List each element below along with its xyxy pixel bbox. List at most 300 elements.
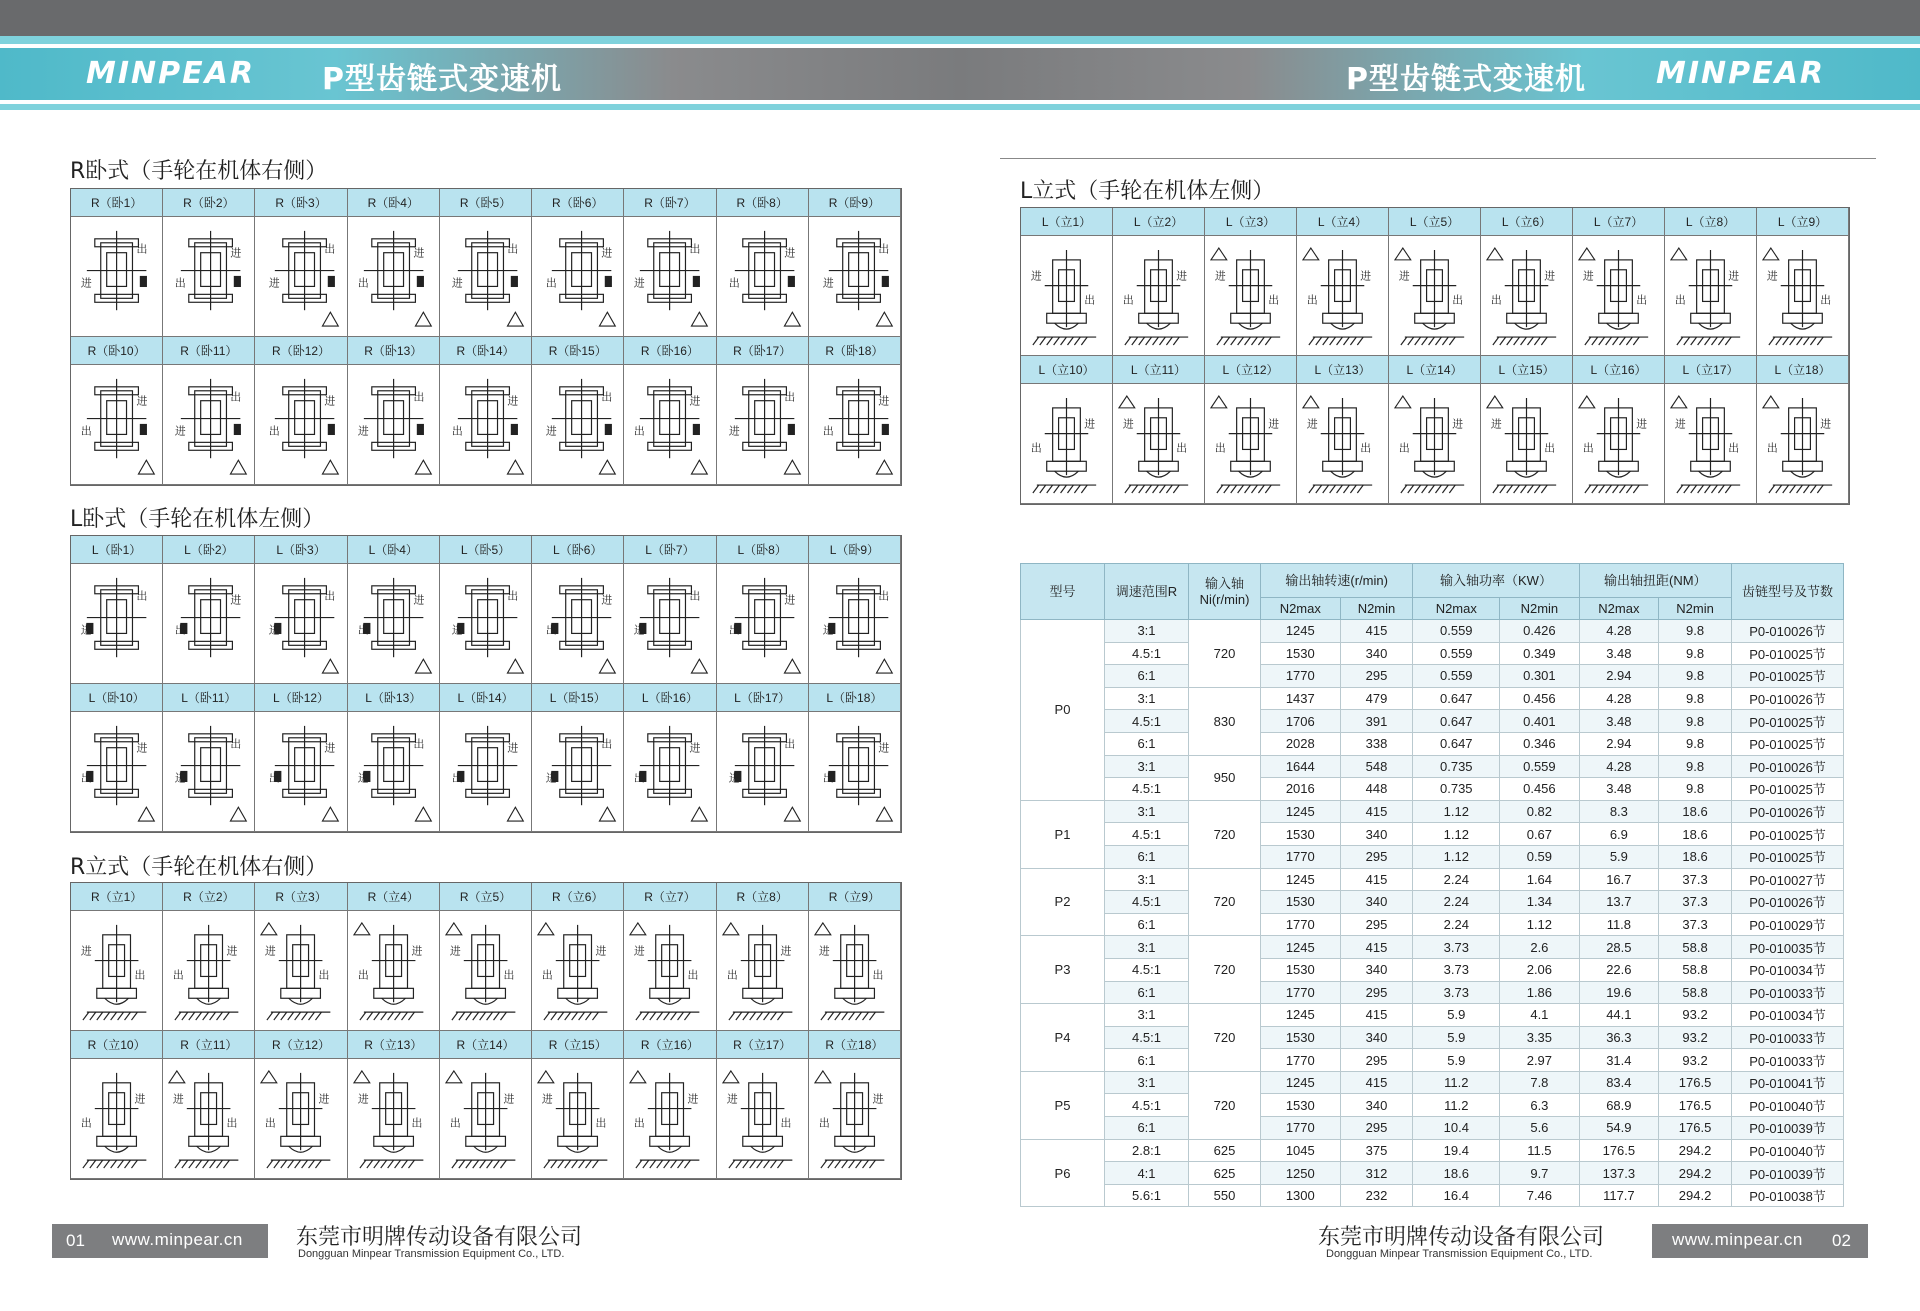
model-cell: P1: [1021, 800, 1105, 868]
input-shaft-label: 进: [269, 276, 281, 290]
gearbox-diagram-icon: [163, 712, 254, 831]
warning-triangle-icon: [1395, 248, 1411, 260]
mounting-position-diagram: [1389, 384, 1481, 504]
mounting-position-label: R（立16）: [624, 1031, 716, 1059]
output-shaft-label: 出: [503, 968, 515, 982]
ratio-cell: 4.5:1: [1105, 642, 1189, 665]
warning-triangle-icon: [600, 659, 616, 673]
input-shaft-label: 进: [507, 394, 519, 408]
speed-min-cell: 415: [1340, 868, 1413, 891]
mounting-position-label: L（立13）: [1297, 356, 1389, 384]
gearbox-diagram-icon: [1113, 236, 1204, 355]
mounting-position-label: L（卧18）: [809, 684, 901, 712]
mounting-position-diagram: [71, 365, 163, 485]
input-shaft-label: 进: [822, 623, 834, 637]
speed-max-cell: 1644: [1261, 755, 1341, 778]
speed-min-cell: 340: [1340, 1094, 1413, 1117]
output-shaft-label: 出: [324, 242, 336, 256]
power-min-cell: 4.1: [1500, 1004, 1579, 1027]
torque-max-cell: 6.9: [1579, 823, 1659, 846]
input-shaft-label: 进: [1636, 417, 1648, 431]
mounting-position-diagram: [809, 712, 901, 832]
output-shaft-label: 出: [595, 1116, 607, 1130]
col-header-model: 型号: [1021, 564, 1105, 620]
warning-triangle-icon: [1579, 396, 1595, 408]
gearbox-diagram-icon: [1021, 384, 1112, 503]
chain-cell: P0-010035节: [1732, 936, 1844, 959]
power-max-cell: 5.9: [1413, 1049, 1500, 1072]
warning-triangle-icon: [169, 1071, 185, 1083]
warning-triangle-icon: [1671, 396, 1687, 408]
torque-max-cell: 36.3: [1579, 1026, 1659, 1049]
mounting-grid-r-horizontal: [70, 188, 902, 486]
power-min-cell: 3.35: [1500, 1026, 1579, 1049]
col-header-output-torque: 输出轴扭距(NM）: [1579, 564, 1731, 598]
torque-min-cell: 58.8: [1659, 958, 1732, 981]
mounting-position-label: L（立18）: [1757, 356, 1849, 384]
mounting-grid-l-vertical: [1020, 207, 1850, 505]
input-speed-cell: 720: [1189, 620, 1261, 688]
page-number-left: 01: [66, 1231, 85, 1250]
ratio-cell: 6:1: [1105, 981, 1189, 1004]
gearbox-diagram-icon: [624, 217, 715, 336]
gearbox-diagram-icon: [532, 712, 623, 831]
gearbox-diagram-icon: [624, 911, 715, 1030]
chain-cell: P0-010029节: [1732, 913, 1844, 936]
chain-cell: P0-010026节: [1732, 620, 1844, 643]
mounting-position-label: L（立7）: [1573, 208, 1665, 236]
gearbox-diagram-icon: [717, 712, 808, 831]
input-shaft-label: 进: [1674, 417, 1686, 431]
torque-max-cell: 3.48: [1579, 642, 1659, 665]
input-shaft-label: 进: [687, 1092, 699, 1106]
ratio-cell: 4.5:1: [1105, 1026, 1189, 1049]
torque-max-cell: 68.9: [1579, 1094, 1659, 1117]
table-row: [1021, 913, 1844, 936]
input-shaft-label: 进: [1084, 417, 1096, 431]
warning-triangle-icon: [231, 807, 247, 821]
input-shaft-label: 进: [411, 944, 423, 958]
mounting-position-label: R（立6）: [532, 883, 624, 911]
ratio-cell: 3:1: [1105, 800, 1189, 823]
mounting-position-diagram: [71, 911, 163, 1031]
power-min-cell: 0.401: [1500, 710, 1579, 733]
torque-max-cell: 2.94: [1579, 732, 1659, 755]
power-max-cell: 0.559: [1413, 642, 1500, 665]
warning-triangle-icon: [876, 659, 892, 673]
output-shaft-label: 出: [1122, 293, 1134, 307]
mounting-position-diagram: [1573, 236, 1665, 356]
mounting-position-diagram: [1389, 236, 1481, 356]
mounting-position-label: L（立10）: [1021, 356, 1113, 384]
brand-logo-left: MINPEAR: [86, 56, 255, 91]
mounting-position-diagram: [440, 217, 532, 337]
warning-triangle-icon: [692, 460, 708, 474]
warning-triangle-icon: [784, 807, 800, 821]
warning-triangle-icon: [507, 807, 523, 821]
chain-cell: P0-010034节: [1732, 1004, 1844, 1027]
gearbox-diagram-icon: [255, 365, 346, 484]
warning-triangle-icon: [600, 807, 616, 821]
gearbox-diagram-icon: [163, 564, 254, 683]
ratio-cell: 6:1: [1105, 913, 1189, 936]
input-shaft-label: 进: [545, 424, 557, 438]
gearbox-diagram-icon: [1573, 384, 1664, 503]
table-row: [1021, 891, 1844, 914]
mounting-position-label: L（卧15）: [532, 684, 624, 712]
torque-min-cell: 294.2: [1659, 1184, 1732, 1207]
mounting-position-label: L（卧1）: [71, 536, 163, 564]
header-top-band: [0, 0, 1920, 36]
gearbox-diagram-icon: [1389, 384, 1480, 503]
table-row: [1021, 778, 1844, 801]
warning-triangle-icon: [354, 1071, 370, 1083]
table-row: [1021, 1184, 1844, 1207]
mounting-position-label: R（卧16）: [624, 337, 716, 365]
mounting-position-label: L（立15）: [1481, 356, 1573, 384]
ratio-cell: 6:1: [1105, 665, 1189, 688]
warning-triangle-icon: [415, 807, 431, 821]
table-row: [1021, 958, 1844, 981]
table-row: [1021, 823, 1844, 846]
speed-min-cell: 415: [1340, 1004, 1413, 1027]
mounting-position-diagram: [624, 217, 716, 337]
chain-cell: P0-010039节: [1732, 1117, 1844, 1140]
torque-min-cell: 18.6: [1659, 823, 1732, 846]
gearbox-diagram-icon: [1481, 384, 1572, 503]
mounting-position-diagram: [1205, 384, 1297, 504]
output-shaft-label: 出: [324, 589, 336, 603]
input-shaft-label: 进: [80, 276, 92, 290]
gearbox-diagram-icon: [440, 564, 531, 683]
torque-min-cell: 9.8: [1659, 710, 1732, 733]
mounting-position-label: R（卧18）: [809, 337, 901, 365]
warning-triangle-icon: [630, 1071, 646, 1083]
col-header-speed-max: N2max: [1261, 598, 1341, 620]
torque-min-cell: 9.8: [1659, 778, 1732, 801]
output-shaft-label: 出: [872, 968, 884, 982]
output-shaft-label: 出: [411, 1116, 423, 1130]
torque-max-cell: 44.1: [1579, 1004, 1659, 1027]
output-shaft-label: 出: [269, 424, 281, 438]
col-header-torque-min: N2min: [1659, 598, 1732, 620]
warning-triangle-icon: [446, 923, 462, 935]
warning-triangle-icon: [1211, 396, 1227, 408]
speed-min-cell: 479: [1340, 687, 1413, 710]
speed-max-cell: 1530: [1261, 1026, 1341, 1049]
gearbox-diagram-icon: [71, 564, 162, 683]
torque-min-cell: 9.8: [1659, 620, 1732, 643]
mounting-position-diagram: [624, 911, 716, 1031]
mounting-position-diagram: [532, 911, 624, 1031]
mounting-position-diagram: [1757, 236, 1849, 356]
chain-cell: P0-010026节: [1732, 755, 1844, 778]
input-shaft-label: 进: [634, 276, 646, 290]
power-max-cell: 5.9: [1413, 1004, 1500, 1027]
model-cell: P4: [1021, 1004, 1105, 1072]
table-row: [1021, 800, 1844, 823]
mounting-position-diagram: [532, 1059, 624, 1179]
mounting-position-label: L（立9）: [1757, 208, 1849, 236]
warning-triangle-icon: [876, 807, 892, 821]
power-min-cell: 0.426: [1500, 620, 1579, 643]
input-shaft-label: 进: [783, 246, 795, 260]
chain-cell: P0-010033节: [1732, 1049, 1844, 1072]
col-header-input-power: 输入轴功率（KW）: [1413, 564, 1579, 598]
input-speed-cell: 720: [1189, 868, 1261, 936]
mounting-position-diagram: [348, 911, 440, 1031]
mounting-position-diagram: [255, 365, 347, 485]
mounting-position-diagram: [809, 365, 901, 485]
table-row: [1021, 732, 1844, 755]
mounting-position-diagram: [440, 365, 532, 485]
torque-max-cell: 8.3: [1579, 800, 1659, 823]
torque-max-cell: 2.94: [1579, 665, 1659, 688]
mounting-position-diagram: [809, 911, 901, 1031]
output-shaft-label: 出: [80, 771, 92, 785]
speed-max-cell: 1245: [1261, 868, 1341, 891]
power-min-cell: 7.8: [1500, 1071, 1579, 1094]
gearbox-diagram-icon: [624, 365, 715, 484]
website-link-right[interactable]: www.minpear.cn: [1672, 1230, 1803, 1249]
gearbox-diagram-icon: [532, 1059, 623, 1178]
speed-min-cell: 295: [1340, 1117, 1413, 1140]
warning-triangle-icon: [323, 659, 339, 673]
mounting-position-diagram: [624, 365, 716, 485]
mounting-position-label: R（立14）: [440, 1031, 532, 1059]
warning-triangle-icon: [600, 312, 616, 326]
mounting-position-diagram: [440, 712, 532, 832]
ratio-cell: 3:1: [1105, 755, 1189, 778]
output-shaft-label: 出: [783, 390, 795, 404]
footer-bar-right: [1652, 1224, 1868, 1258]
chain-cell: P0-010026节: [1732, 800, 1844, 823]
gearbox-diagram-icon: [71, 217, 162, 336]
speed-min-cell: 415: [1340, 800, 1413, 823]
chain-cell: P0-010025节: [1732, 845, 1844, 868]
company-name-cn-left: 东莞市明牌传动设备有限公司: [296, 1225, 583, 1250]
mounting-position-diagram: [348, 564, 440, 684]
input-shaft-label: 进: [230, 246, 242, 260]
website-link-left[interactable]: www.minpear.cn: [112, 1230, 243, 1249]
mounting-position-label: L（立16）: [1573, 356, 1665, 384]
power-max-cell: 3.73: [1413, 981, 1500, 1004]
speed-max-cell: 1250: [1261, 1162, 1341, 1185]
section-title-r-vertical: R立式（手轮在机体右侧）: [70, 855, 328, 880]
mounting-position-label: R（立3）: [255, 883, 347, 911]
gearbox-diagram-icon: [255, 911, 346, 1030]
chain-cell: P0-010039节: [1732, 1162, 1844, 1185]
power-max-cell: 0.647: [1413, 687, 1500, 710]
table-row: [1021, 710, 1844, 733]
mounting-position-diagram: [717, 564, 809, 684]
model-cell: P3: [1021, 936, 1105, 1004]
speed-max-cell: 1770: [1261, 913, 1341, 936]
output-shaft-label: 出: [1636, 293, 1648, 307]
gearbox-diagram-icon: [1481, 236, 1572, 355]
torque-min-cell: 37.3: [1659, 891, 1732, 914]
chain-cell: P0-010033节: [1732, 1026, 1844, 1049]
mounting-position-label: L（立6）: [1481, 208, 1573, 236]
speed-min-cell: 312: [1340, 1162, 1413, 1185]
warning-triangle-icon: [415, 659, 431, 673]
gearbox-diagram-icon: [348, 911, 439, 1030]
gearbox-diagram-icon: [809, 365, 900, 484]
mounting-position-diagram: [717, 712, 809, 832]
warning-triangle-icon: [1579, 248, 1595, 260]
mounting-position-label: L（卧10）: [71, 684, 163, 712]
torque-max-cell: 176.5: [1579, 1139, 1659, 1162]
input-shaft-label: 进: [413, 593, 425, 607]
brand-logo-right: MINPEAR: [1656, 56, 1825, 91]
output-shaft-label: 出: [1306, 293, 1318, 307]
mounting-position-label: R（立7）: [624, 883, 716, 911]
input-shaft-label: 进: [1176, 269, 1188, 283]
mounting-position-label: L（卧14）: [440, 684, 532, 712]
warning-triangle-icon: [815, 1071, 831, 1083]
ratio-cell: 6:1: [1105, 732, 1189, 755]
gearbox-diagram-icon: [1113, 384, 1204, 503]
speed-max-cell: 1770: [1261, 1117, 1341, 1140]
mounting-position-diagram: [440, 911, 532, 1031]
gearbox-diagram-icon: [717, 911, 808, 1030]
mounting-position-label: R（立5）: [440, 883, 532, 911]
header-accent-stripe: [0, 36, 1920, 44]
col-header-power-min: N2min: [1500, 598, 1579, 620]
mounting-position-label: R（立10）: [71, 1031, 163, 1059]
output-shaft-label: 出: [175, 623, 187, 637]
warning-triangle-icon: [784, 659, 800, 673]
warning-triangle-icon: [815, 923, 831, 935]
input-shaft-label: 进: [726, 1092, 738, 1106]
input-shaft-label: 进: [1398, 269, 1410, 283]
gearbox-diagram-icon: [440, 911, 531, 1030]
mounting-position-label: R（卧11）: [163, 337, 255, 365]
model-cell: P2: [1021, 868, 1105, 936]
power-min-cell: 0.67: [1500, 823, 1579, 846]
input-shaft-label: 进: [451, 276, 463, 290]
warning-triangle-icon: [415, 460, 431, 474]
output-shaft-label: 出: [878, 242, 890, 256]
mounting-position-label: R（立18）: [809, 1031, 901, 1059]
chain-cell: P0-010025节: [1732, 642, 1844, 665]
mounting-position-label: R（立8）: [717, 883, 809, 911]
power-max-cell: 1.12: [1413, 845, 1500, 868]
torque-min-cell: 37.3: [1659, 913, 1732, 936]
warning-triangle-icon: [1487, 248, 1503, 260]
input-shaft-label: 进: [507, 741, 519, 755]
speed-max-cell: 1530: [1261, 958, 1341, 981]
chain-cell: P0-010025节: [1732, 732, 1844, 755]
torque-max-cell: 16.7: [1579, 868, 1659, 891]
torque-min-cell: 9.8: [1659, 687, 1732, 710]
power-max-cell: 3.73: [1413, 958, 1500, 981]
input-speed-cell: 720: [1189, 936, 1261, 1004]
input-shaft-label: 进: [449, 944, 461, 958]
mounting-position-label: L（立2）: [1113, 208, 1205, 236]
table-row: [1021, 665, 1844, 688]
mounting-position-label: L（卧9）: [809, 536, 901, 564]
output-shaft-label: 出: [1268, 293, 1280, 307]
input-shaft-label: 进: [601, 246, 613, 260]
output-shaft-label: 出: [1214, 441, 1226, 455]
mounting-position-label: L（卧2）: [163, 536, 255, 564]
table-row: [1021, 755, 1844, 778]
power-min-cell: 5.6: [1500, 1117, 1579, 1140]
speed-max-cell: 1530: [1261, 642, 1341, 665]
mounting-position-diagram: [1297, 236, 1389, 356]
mounting-position-label: L（立8）: [1665, 208, 1757, 236]
output-shaft-label: 出: [545, 623, 557, 637]
document-title-left: P型齿链式变速机: [322, 62, 562, 97]
speed-max-cell: 1245: [1261, 1071, 1341, 1094]
speed-max-cell: 1530: [1261, 823, 1341, 846]
speed-min-cell: 391: [1340, 710, 1413, 733]
output-shaft-label: 出: [1582, 441, 1594, 455]
speed-min-cell: 415: [1340, 620, 1413, 643]
warning-triangle-icon: [323, 807, 339, 821]
torque-max-cell: 83.4: [1579, 1071, 1659, 1094]
ratio-cell: 3:1: [1105, 1004, 1189, 1027]
torque-max-cell: 54.9: [1579, 1117, 1659, 1140]
torque-max-cell: 4.28: [1579, 755, 1659, 778]
output-shaft-label: 出: [1728, 441, 1740, 455]
torque-max-cell: 28.5: [1579, 936, 1659, 959]
torque-min-cell: 176.5: [1659, 1117, 1732, 1140]
table-row: [1021, 936, 1844, 959]
mounting-position-diagram: [1297, 384, 1389, 504]
mounting-position-diagram: [1481, 384, 1573, 504]
col-header-input-speed: 输入轴Ni(r/min): [1189, 564, 1261, 620]
power-max-cell: 0.647: [1413, 732, 1500, 755]
warning-triangle-icon: [630, 923, 646, 935]
mounting-position-label: R（卧5）: [440, 189, 532, 217]
chain-cell: P0-010026节: [1732, 687, 1844, 710]
mounting-position-diagram: [348, 217, 440, 337]
warning-triangle-icon: [323, 312, 339, 326]
gearbox-diagram-icon: [348, 365, 439, 484]
mounting-position-diagram: [717, 365, 809, 485]
power-max-cell: 11.2: [1413, 1071, 1500, 1094]
gearbox-diagram-icon: [1205, 236, 1296, 355]
output-shaft-label: 出: [726, 968, 738, 982]
output-shaft-label: 出: [1084, 293, 1096, 307]
gearbox-diagram-icon: [1665, 384, 1756, 503]
power-min-cell: 1.34: [1500, 891, 1579, 914]
chain-cell: P0-010040节: [1732, 1139, 1844, 1162]
input-shaft-label: 进: [269, 623, 281, 637]
gearbox-diagram-icon: [163, 1059, 254, 1178]
input-shaft-label: 进: [542, 1092, 553, 1106]
mounting-position-diagram: [440, 1059, 532, 1179]
mounting-position-label: L（卧17）: [717, 684, 809, 712]
gearbox-diagram-icon: [1021, 236, 1112, 355]
mounting-position-diagram: [1021, 236, 1113, 356]
gearbox-diagram-icon: [1573, 236, 1664, 355]
power-max-cell: 10.4: [1413, 1117, 1500, 1140]
input-shaft-label: 进: [780, 944, 791, 958]
mounting-position-diagram: [809, 564, 901, 684]
output-shaft-label: 出: [780, 1116, 791, 1130]
speed-min-cell: 232: [1340, 1184, 1413, 1207]
table-row: [1021, 868, 1844, 891]
output-shaft-label: 出: [689, 242, 701, 256]
ratio-cell: 4:1: [1105, 1162, 1189, 1185]
gearbox-diagram-icon: [163, 911, 254, 1030]
gearbox-diagram-icon: [163, 217, 254, 336]
torque-max-cell: 4.28: [1579, 620, 1659, 643]
gearbox-diagram-icon: [255, 217, 346, 336]
